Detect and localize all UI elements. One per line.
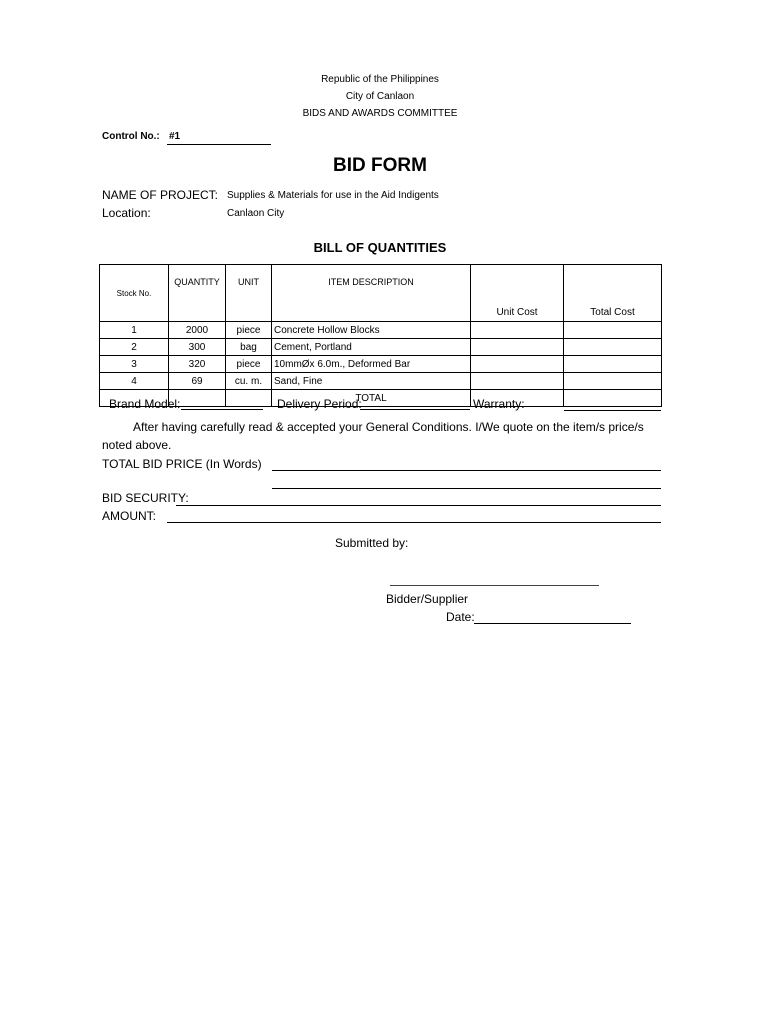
- amount-label: AMOUNT:: [102, 509, 156, 523]
- date-field[interactable]: [474, 623, 631, 624]
- control-number-underline: [167, 144, 271, 145]
- col-header-unit: UNIT: [226, 265, 272, 322]
- table-row: [100, 373, 662, 390]
- cell-stock-no: 1: [100, 322, 169, 339]
- cell-item-description: 10mmØx 6.0m., Deformed Bar: [272, 356, 471, 373]
- amount-field[interactable]: [167, 522, 661, 523]
- col-header-item-description: ITEM DESCRIPTION: [272, 265, 471, 322]
- bidder-supplier-label: Bidder/Supplier: [386, 592, 469, 606]
- boq-title: BILL OF QUANTITIES: [313, 240, 447, 255]
- total-bid-price-label: TOTAL BID PRICE (In Words): [102, 457, 262, 471]
- bid-security-field[interactable]: [176, 505, 661, 506]
- table-row: [100, 322, 662, 339]
- col-header-stock-no: Stock No.: [100, 265, 169, 322]
- cell-unit: bag: [226, 339, 272, 356]
- submitted-by-label: Submitted by:: [335, 536, 409, 550]
- cell-item-description: Concrete Hollow Blocks: [272, 322, 471, 339]
- cell-unit: piece: [226, 356, 272, 373]
- cell-unit: piece: [226, 322, 272, 339]
- delivery-period-label: Delivery Period:: [277, 397, 362, 411]
- signature-line[interactable]: [390, 585, 599, 586]
- bid-security-label: BID SECURITY:: [102, 491, 189, 505]
- project-name-value: Supplies & Materials for use in the Aid Indigents: [227, 190, 439, 201]
- col-header-quantity: QUANTITY: [169, 265, 226, 322]
- cell-unit-cost: [471, 339, 564, 356]
- warranty-label: Warranty:: [473, 397, 525, 411]
- cell-unit-cost: [471, 373, 564, 390]
- cell-total-cost: [564, 373, 662, 390]
- project-name-label: NAME OF PROJECT:: [102, 188, 219, 202]
- cell-stock-no: 2: [100, 339, 169, 356]
- brand-model-label: Brand Model:: [109, 397, 181, 411]
- table-header-row: [100, 265, 662, 322]
- cell-empty: [226, 390, 272, 407]
- total-bid-price-field-2[interactable]: [272, 488, 661, 489]
- brand-model-field[interactable]: [181, 409, 263, 410]
- table-row: [100, 339, 662, 356]
- cell-total-cost: [564, 322, 662, 339]
- header-republic: Republic of the Philippines: [321, 74, 439, 85]
- header-city: City of Canlaon: [345, 91, 415, 102]
- date-label: Date:: [446, 610, 475, 624]
- cell-total-cost: [564, 356, 662, 373]
- cell-total-amount: [564, 390, 662, 407]
- bill-of-quantities-table: [99, 264, 662, 407]
- cell-quantity: 300: [169, 339, 226, 356]
- location-label: Location:: [102, 206, 151, 220]
- total-bid-price-field-1[interactable]: [272, 470, 661, 471]
- cell-stock-no: 4: [100, 373, 169, 390]
- col-header-total-cost: Total Cost: [564, 265, 662, 322]
- cell-unit-cost: [471, 356, 564, 373]
- cell-quantity: 2000: [169, 322, 226, 339]
- delivery-period-field[interactable]: [360, 409, 470, 410]
- control-number-label: Control No.:: [102, 131, 160, 142]
- col-header-unit-cost: Unit Cost: [471, 265, 564, 322]
- control-number-value: #1: [169, 131, 181, 142]
- cell-unit-cost: [471, 322, 564, 339]
- header-committee: BIDS AND AWARDS COMMITTEE: [302, 108, 458, 119]
- page-title: BID FORM: [333, 155, 427, 176]
- cell-unit: cu. m.: [226, 373, 272, 390]
- location-value: Canlaon City: [227, 208, 285, 219]
- table-total-row: [100, 390, 662, 407]
- cell-total-cost: [564, 339, 662, 356]
- warranty-field[interactable]: [564, 410, 661, 411]
- cell-item-description: Cement, Portland: [272, 339, 471, 356]
- total-label: TOTAL: [272, 390, 471, 407]
- cell-quantity: 320: [169, 356, 226, 373]
- paragraph-line-2: noted above.: [102, 438, 172, 452]
- paragraph-line-1: After having carefully read & accepted your General Conditions. I/We quote on the item/s price/s: [133, 420, 644, 434]
- cell-stock-no: 3: [100, 356, 169, 373]
- table-row: [100, 356, 662, 373]
- cell-item-description: Sand, Fine: [272, 373, 471, 390]
- cell-quantity: 69: [169, 373, 226, 390]
